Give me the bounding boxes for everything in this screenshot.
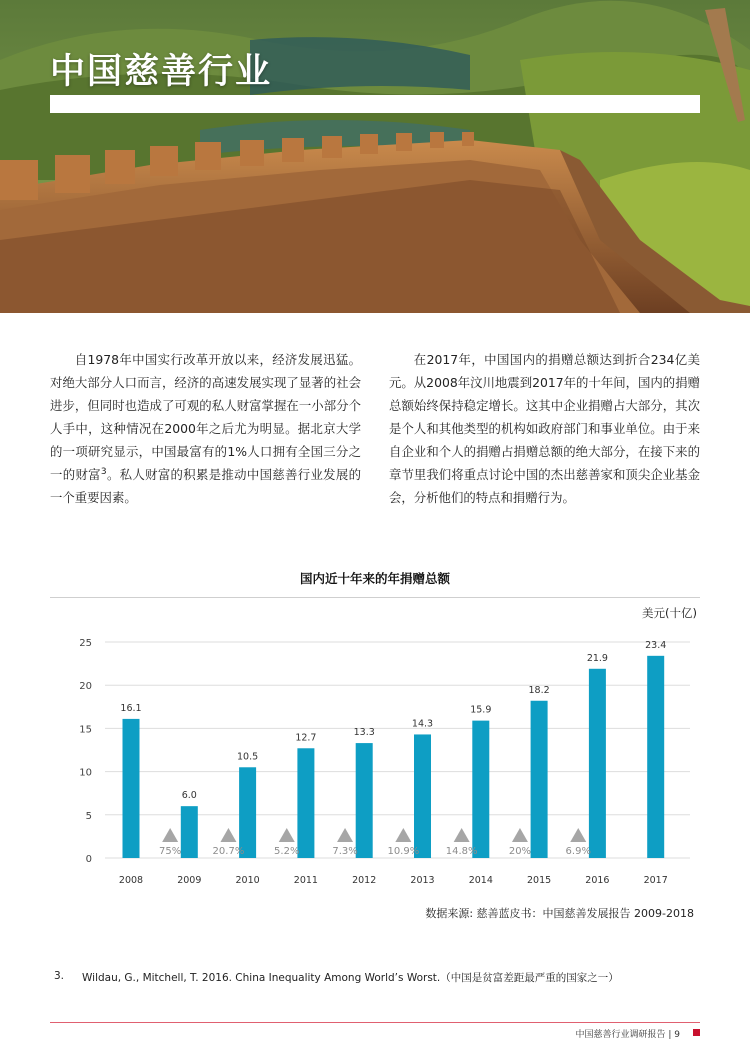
footer-rule	[50, 1022, 700, 1023]
growth-rate-label: 20.7%	[212, 846, 245, 857]
growth-triangle-icon	[337, 828, 353, 842]
y-tick-label: 5	[85, 810, 92, 822]
growth-rate-label: 6.9%	[565, 846, 591, 857]
bar	[589, 669, 606, 858]
hero-image	[0, 0, 750, 313]
bar-value-label: 6.0	[181, 790, 197, 802]
x-tick-label: 2017	[643, 875, 668, 886]
growth-triangle-icon	[570, 828, 586, 842]
chart-source: 数据来源: 慈善蓝皮书：中国慈善发展报告 2009-2018	[425, 907, 694, 920]
bar	[356, 743, 373, 858]
right-paragraph-text: 在2017年，中国国内的捐赠总额达到折合234亿美元。从2008年汶川地震到2017年的十年间，国内的捐赠总额始终保持稳定增长。这其中企业捐赠占大部分，其次是个人和其他类型的机构如政府部门和事业单位。由于来自企业和个人的捐赠占捐赠总额的绝大部分，在接下来的章节里我们将重点讨论中国的杰出慈善家和顶尖企业基金会，分析他们的特点和捐赠行为。	[389, 352, 700, 505]
growth-triangle-icon	[512, 828, 528, 842]
bar-value-label: 14.3	[411, 718, 434, 730]
footnote-number: 3.	[54, 970, 65, 982]
intro-text-part2: 。私人财富的积累是推动中国慈善行业发展的一个重要因素。	[50, 467, 362, 505]
x-tick-label: 2015	[527, 875, 552, 886]
intro-text-part1: 自1978年中国实行改革开放以来，经济发展迅猛。对绝大部分人口而言，经济的高速发展实现了显著的社会进步，但同时也造成了可观的私人财富掌握在一小部分个人手中，这种情况在2000年之后尤为明显。据北京大学的一项研究显示，中国最富有的1%人口拥有全国三分之一的财富	[50, 352, 361, 482]
chart-title: 国内近十年来的年捐赠总额	[299, 571, 450, 586]
growth-triangle-icon	[454, 828, 470, 842]
intro-paragraph-right	[389, 348, 700, 509]
bar-value-label: 12.7	[295, 732, 317, 744]
growth-rate-label: 14.8%	[445, 846, 478, 857]
bar	[414, 734, 431, 858]
bar-value-label: 15.9	[470, 704, 492, 716]
bar	[239, 767, 256, 858]
bar	[297, 748, 314, 858]
chart-unit-label: 美元(十亿)	[642, 606, 697, 620]
y-tick-label: 15	[79, 724, 92, 736]
growth-rate-label: 75%	[159, 846, 182, 857]
y-tick-label: 20	[79, 681, 92, 693]
chart-top-rule	[50, 597, 700, 598]
bar-value-label: 21.9	[586, 652, 608, 664]
x-tick-label: 2012	[352, 875, 377, 886]
bar	[181, 806, 198, 858]
bar-value-label: 23.4	[645, 639, 667, 651]
bar	[123, 719, 140, 858]
bar-value-label: 13.3	[353, 727, 375, 739]
x-tick-label: 2011	[293, 875, 318, 886]
footer-page-label: 中国慈善行业调研报告 | 9	[575, 1030, 680, 1040]
growth-triangle-icon	[279, 828, 295, 842]
x-tick-label: 2013	[410, 875, 435, 886]
growth-rate-label: 20%	[508, 846, 532, 857]
bar	[531, 701, 548, 858]
x-tick-label: 2014	[468, 875, 493, 886]
x-tick-label: 2008	[118, 875, 144, 886]
donation-bar-chart	[0, 620, 750, 895]
bar-value-label: 18.2	[528, 684, 550, 696]
growth-rate-label: 5.2%	[274, 846, 300, 857]
growth-triangle-icon	[395, 828, 411, 842]
page-title: 中国慈善行业	[50, 52, 273, 92]
footnote-text: Wildau, G., Mitchell, T. 2016. China Inequality Among World’s Worst.（中国是贫富差距最严重的国家之一）	[82, 972, 619, 984]
title-underline-bar	[50, 95, 700, 113]
footer-red-square-icon	[693, 1029, 700, 1036]
y-tick-label: 25	[79, 638, 92, 649]
bar	[472, 721, 489, 858]
growth-triangle-icon	[162, 828, 178, 842]
y-tick-label: 0	[85, 854, 92, 865]
x-tick-label: 2016	[585, 875, 610, 886]
intro-paragraph-left	[50, 348, 361, 509]
bar-value-label: 16.1	[120, 702, 142, 714]
growth-triangle-icon	[220, 828, 236, 842]
footnote-ref[interactable]: 3	[100, 466, 107, 477]
y-tick-label: 10	[79, 767, 92, 779]
bar-value-label: 10.5	[237, 751, 259, 763]
bar	[647, 656, 664, 858]
x-tick-label: 2010	[235, 875, 260, 886]
growth-rate-label: 10.9%	[387, 846, 420, 857]
growth-rate-label: 7.3%	[332, 846, 358, 857]
x-tick-label: 2009	[177, 875, 202, 886]
